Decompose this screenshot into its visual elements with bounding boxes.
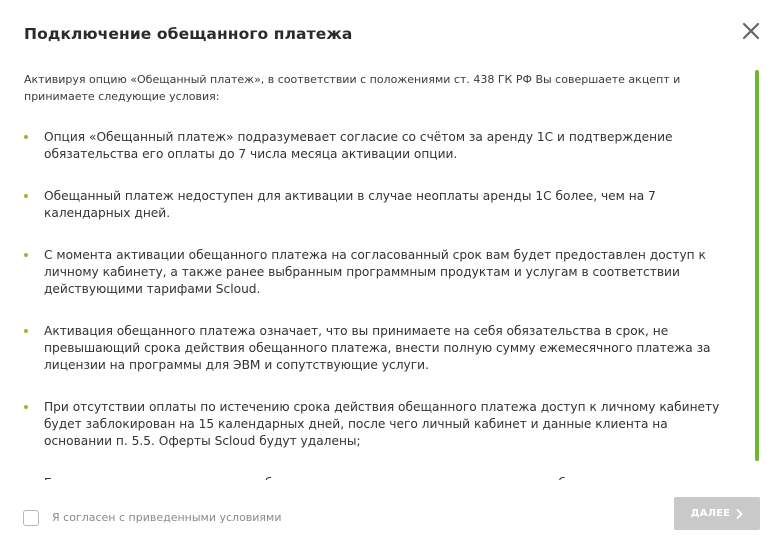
modal-title: Подключение обещанного платежа bbox=[24, 25, 353, 43]
bullet-icon bbox=[24, 135, 28, 139]
next-button-label: ДАЛЕЕ bbox=[690, 508, 731, 519]
modal-footer bbox=[0, 480, 781, 553]
bullet-icon bbox=[24, 253, 28, 257]
close-button[interactable] bbox=[740, 20, 762, 42]
condition-text: Активация обещанного платежа означает, что вы принимаете на себя обязательства в срок, не превышающий срока действия обещанного платежа, внести полную сумму ежемесячного платежа за лицензии на программы для ЭВМ и сопутствующие услуги. bbox=[44, 324, 711, 372]
scrollbar-thumb[interactable] bbox=[755, 70, 759, 461]
condition-item bbox=[24, 188, 724, 222]
condition-item bbox=[24, 323, 724, 374]
terms-intro: Активируя опцию «Обещанный платеж», в соответствии с положениями ст. 438 ГК РФ Вы совершаете акцепт и принимаете следующие условия: bbox=[24, 73, 681, 103]
close-icon bbox=[740, 20, 762, 42]
chevron-right-icon bbox=[736, 509, 743, 519]
condition-item bbox=[24, 129, 724, 163]
bullet-icon bbox=[24, 405, 28, 409]
next-button[interactable] bbox=[674, 497, 760, 530]
terms-content[interactable] bbox=[24, 71, 756, 480]
agree-label[interactable]: Я согласен с приведенными условиями bbox=[52, 511, 282, 524]
bullet-icon bbox=[24, 329, 28, 333]
condition-text: Обещанный платеж недоступен для активации в случае неоплаты аренды 1С более, чем на 7 календарных дней. bbox=[44, 189, 656, 220]
condition-item bbox=[24, 399, 724, 450]
condition-item bbox=[24, 247, 724, 298]
scrollbar-track[interactable] bbox=[755, 70, 759, 461]
condition-text: При отсутствии оплаты по истечению срока действия обещанного платежа доступ к личному кабинету будет заблокирован на 15 календарных дней, после чего личный кабинет и данные клиента на основании п. 5.5. Оферты Scloud будут удалены; bbox=[44, 400, 720, 448]
bullet-icon bbox=[24, 194, 28, 198]
condition-text: Опция «Обещанный платеж» подразумевает согласие со счётом за аренду 1С и подтверждение обязательства его оплаты до 7 числа месяца активации опции. bbox=[44, 130, 673, 161]
conditions-list bbox=[24, 129, 724, 509]
condition-text: С момента активации обещанного платежа на согласованный срок вам будет предоставлен доступ к личному кабинету, а также ранее выбранным программным продуктам и услугам в соответствии действующими тарифами Scloud. bbox=[44, 248, 706, 296]
agree-checkbox[interactable] bbox=[23, 510, 39, 526]
